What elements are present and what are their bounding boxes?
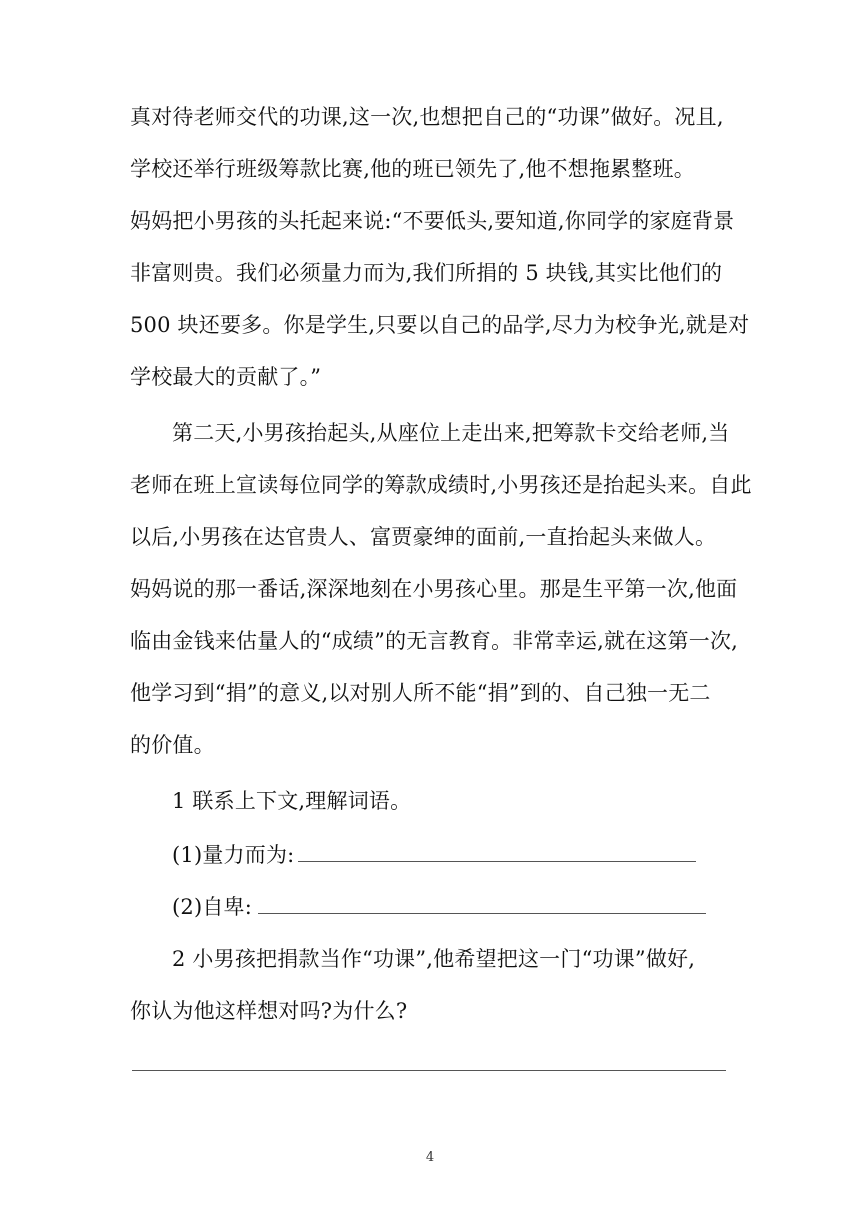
question-2-line-2: 你认为他这样想对吗?为什么? <box>130 999 408 1023</box>
question-1-item-1-label: (1)量力而为: <box>172 843 295 867</box>
answer-line-1[interactable] <box>298 861 696 862</box>
text-line: 老师在班上宣读每位同学的筹款成绩时,小男孩还是抬起头来。自此 <box>130 473 752 497</box>
text-line: 妈妈把小男孩的头托起来说:“不要低头,要知道,你同学的家庭背景 <box>130 209 735 233</box>
text-line: 以后,小男孩在达官贵人、富贾豪绅的面前,一直抬起头来做人。 <box>130 525 717 549</box>
text-line: 学校还举行班级筹款比赛,他的班已领先了,他不想拖累整班。 <box>130 157 695 181</box>
text-line: 非富则贵。我们必须量力而为,我们所捐的 5 块钱,其实比他们的 <box>130 261 723 285</box>
answer-line-3[interactable] <box>132 1070 726 1071</box>
text-line: 妈妈说的那一番话,深深地刻在小男孩心里。那是生平第一次,他面 <box>130 577 738 601</box>
question-2-line-1: 2 小男孩把捐款当作“功课”,他希望把这一门“功课”做好, <box>172 947 696 971</box>
text-line: 学校最大的贡献了。” <box>130 365 322 389</box>
text-line: 他学习到“捐”的意义,以对别人所不能“捐”到的、自己独一无二 <box>130 681 711 705</box>
text-line: 第二天,小男孩抬起头,从座位上走出来,把筹款卡交给老师,当 <box>172 421 730 445</box>
text-line: 500 块还要多。你是学生,只要以自己的品学,尽力为校争光,就是对 <box>130 313 750 337</box>
question-1-title: 1 联系上下文,理解词语。 <box>172 789 412 813</box>
question-1-item-2-label: (2)自卑: <box>172 895 253 919</box>
text-line: 临由金钱来估量人的“成绩”的无言教育。非常幸运,就在这第一次, <box>130 629 739 653</box>
page-number: 4 <box>425 1150 435 1165</box>
text-line: 真对待老师交代的功课,这一次,也想把自己的“功课”做好。况且, <box>130 105 724 129</box>
answer-line-2[interactable] <box>258 913 706 914</box>
text-line: 的价值。 <box>130 733 215 757</box>
